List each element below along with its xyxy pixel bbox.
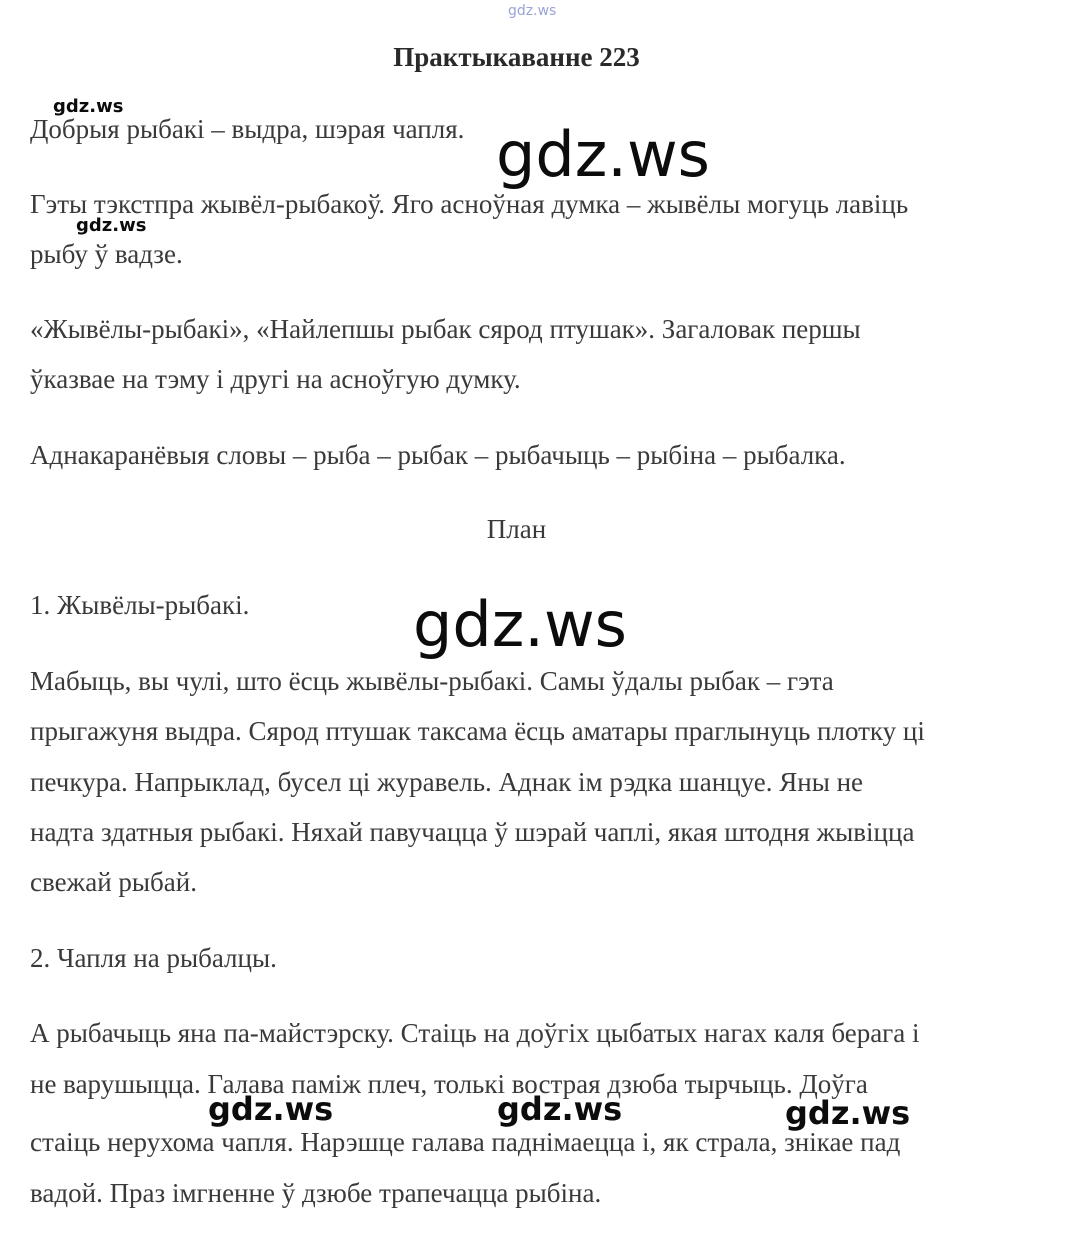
text-line: вадой. Праз імгненне ў дзюбе трапечацца рыбіна.	[30, 1178, 602, 1208]
section-heading: 2. Чапля на рыбалцы.	[30, 943, 277, 973]
text-line: А рыбачыць яна па-майстэрску. Стаіць на доўгіх цыбатых нагах каля берага і	[30, 1018, 920, 1048]
text-line: не варушыцца. Галава паміж плеч, толькі вострая дзюба тырчыць. Доўга	[30, 1069, 868, 1099]
text-line: Гэты тэкстпра жывёл-рыбакоў. Яго асноўная думка – жывёлы могуць лавіць	[30, 189, 909, 219]
section-heading: 1. Жывёлы-рыбакі.	[30, 590, 250, 620]
watermark-medium: gdz.ws	[785, 1094, 911, 1132]
text-line: свежай рыбай.	[30, 867, 197, 897]
watermark-medium: gdz.ws	[497, 1090, 623, 1128]
text-line: Мабыць, вы чулі, што ёсць жывёлы-рыбакі. Самы ўдалы рыбак – гэта	[30, 666, 834, 696]
plan-heading: План	[486, 514, 547, 544]
text-line: стаіць нерухома чапля. Нарэшце галава паднімаецца і, як страла, знікае пад	[30, 1127, 901, 1157]
watermark-small: gdz.ws	[53, 96, 124, 117]
watermark-medium: gdz.ws	[208, 1090, 334, 1128]
watermark-large: gdz.ws	[413, 588, 627, 661]
text-line: Аднакаранёвыя словы – рыба – рыбак – рыбачыць – рыбіна – рыбалка.	[30, 440, 846, 470]
text-line: «Жывёлы-рыбакі», «Найлепшы рыбак сярод птушак». Загаловак першы	[30, 314, 861, 344]
text-line: надта здатныя рыбакі. Няхай павучацца ў шэрай чаплі, якая штодня жывіцца	[30, 817, 915, 847]
watermark-small: gdz.ws	[76, 215, 147, 236]
watermark-top: gdz.ws	[508, 3, 557, 19]
text-line: прыгажуня выдра. Сярод птушак таксама ёсць аматары праглынуць плотку ці	[30, 716, 925, 746]
text-line: рыбу ў вадзе.	[30, 239, 183, 269]
page-title: Практыкаванне 223	[393, 42, 640, 72]
watermark-large: gdz.ws	[496, 118, 710, 191]
text-line: печкура. Напрыклад, бусел ці журавель. Аднак ім рэдка шанцуе. Яны не	[30, 767, 864, 797]
text-line: ўказвае на тэму і другі на асноўгую думку.	[30, 364, 521, 394]
text-line: Добрыя рыбакі – выдра, шэрая чапля.	[30, 114, 465, 144]
